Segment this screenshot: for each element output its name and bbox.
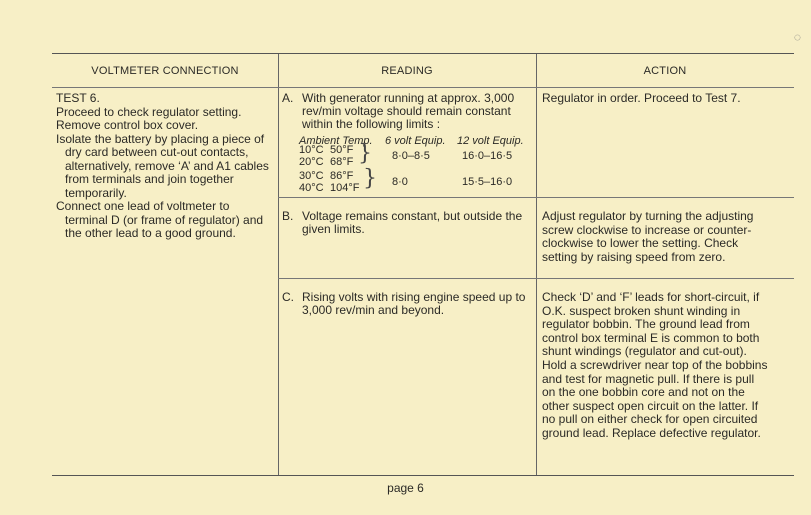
temp-c-3: 30°C: [299, 170, 324, 182]
connection-line-2: Remove control box cover.: [56, 118, 199, 132]
reading-b-text: Voltage remains constant, but outside the given limits.: [302, 209, 523, 236]
connection-line-4: Connect one lead of voltmeter to terminal D (or frame of regulator) and the other lead to a good ground.: [56, 199, 264, 240]
voltage-12v-high-temp: 15·5–16·0: [462, 176, 513, 188]
connection-line-3: Isolate the battery by placing a piece of dry card between cut-out contacts, alternatively, remove ‘A’ and A1 cables from terminals and join together temporarily.: [56, 131, 269, 200]
temp-f-4: 104°F: [330, 182, 360, 194]
test-table: [52, 53, 794, 476]
column-divider-2: [536, 54, 537, 475]
connection-line-1: Proceed to check regulator setting.: [56, 104, 242, 119]
header-divider: [52, 87, 794, 88]
column-divider-1: [278, 54, 279, 475]
reading-b-letter: B.: [282, 209, 294, 223]
brace-1: }: [358, 141, 372, 166]
temp-c-1: 10°C: [299, 144, 324, 156]
voltage-6v-high-temp: 8·0: [392, 176, 408, 188]
voltage-6v-low-temp: 8·0–8·5: [392, 150, 430, 162]
row-divider-b: [278, 278, 794, 279]
action-b: Adjust regulator by turning the adjusting screw clockwise to increase or counter-clockwise to lower the setting. Check setting by raising speed from zero.: [542, 209, 754, 264]
temp-f-3: 86°F: [330, 170, 354, 182]
table-header-ambient: Ambient Temp.: [299, 135, 373, 147]
temp-f-1: 50°F: [330, 144, 354, 156]
temp-c-4: 40°C: [299, 182, 324, 194]
action-a: Regulator in order. Proceed to Test 7.: [542, 91, 741, 105]
temp-f-2: 68°F: [330, 156, 354, 168]
temp-c-2: 20°C: [299, 156, 324, 168]
table-header-12v: 12 volt Equip.: [457, 135, 524, 147]
reading-a-letter: A.: [282, 91, 294, 105]
test-title: TEST 6.: [56, 91, 100, 105]
header-voltmeter-connection: VOLTMETER CONNECTION: [91, 64, 239, 77]
reading-c-text: Rising volts with rising engine speed up to 3,000 rev/min and beyond.: [302, 290, 526, 317]
reading-a-text: With generator running at approx. 3,000 rev/min voltage should remain constant within the following limits :: [302, 91, 515, 131]
brace-2: }: [363, 166, 377, 191]
action-c: Check ‘D’ and ‘F’ leads for short-circuit, if O.K. suspect broken shunt winding in regulator bobbin. The ground lead from control box terminal E is common to both shunt windings (regulator and cut-out). Hold a screwdriver near top of the bobbins and test for magnetic pull. If there is pull on the one bobbin core and not on the other suspect open circuit on the latter. If no pull on either check for open circuited ground lead. Replace defective regulator.: [542, 290, 768, 440]
voltage-12v-low-temp: 16·0–16·5: [462, 150, 513, 162]
header-reading: READING: [381, 64, 433, 77]
reading-c-letter: C.: [282, 290, 294, 304]
row-divider-a: [278, 197, 794, 198]
table-header-6v: 6 volt Equip.: [385, 135, 446, 147]
corner-mark: ◌: [793, 30, 801, 44]
page-number: page 6: [387, 481, 424, 495]
header-action: ACTION: [643, 64, 687, 77]
connection-instructions: [56, 92, 274, 241]
